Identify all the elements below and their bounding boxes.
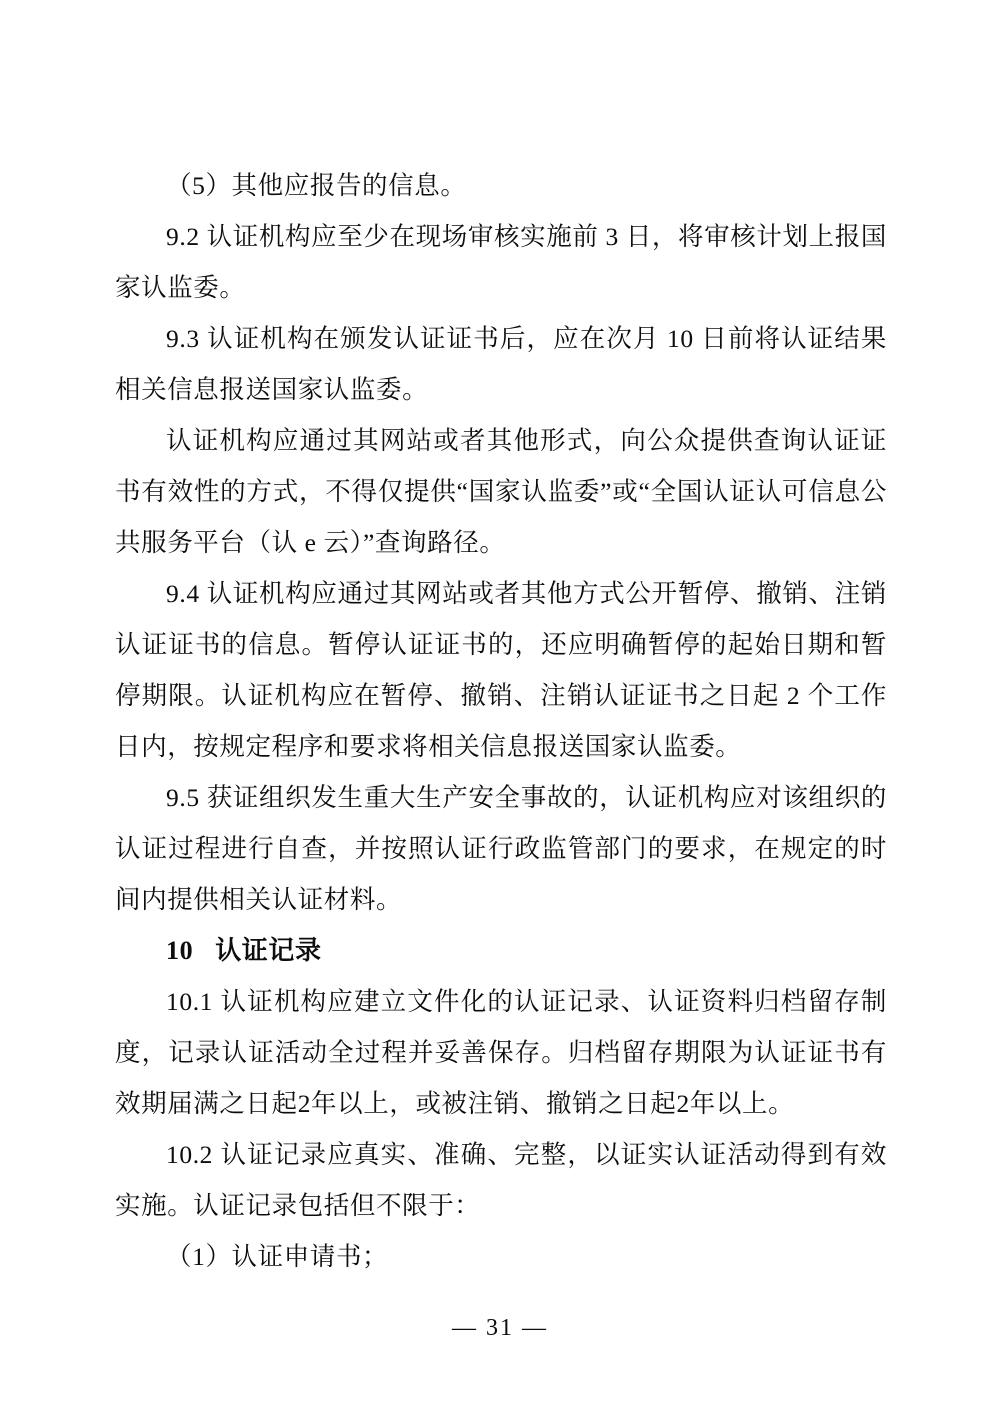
page-body [115, 160, 887, 1282]
paragraph-9-2: 9.2 认证机构应至少在现场审核实施前 3 日，将审核计划上报国家认监委。 [115, 222, 887, 302]
paragraph-10-2: 10.2 认证记录应真实、准确、完整，以证实认证活动得到有效实施。认证记录包括但不限于： [115, 1140, 887, 1220]
section-heading-10 [115, 925, 887, 976]
page-number: — 31 — [452, 1315, 548, 1341]
paragraph-9-3: 9.3 认证机构在颁发认证证书后，应在次月 10 日前将认证结果相关信息报送国家认监委。 [115, 324, 887, 404]
paragraph-9-3-continued: 认证机构应通过其网站或者其他形式，向公众提供查询认证证书有效性的方式，不得仅提供“国家认监委”或“全国认证认可信息公共服务平台（认 e 云）”查询路径。 [115, 426, 887, 557]
paragraph-item-5: （5）其他应报告的信息。 [166, 171, 467, 200]
paragraph-9-4: 9.4 认证机构应通过其网站或者其他方式公开暂停、撤销、注销认证证书的信息。暂停认证证书的，还应明确暂停的起始日期和暂停期限。认证机构应在暂停、撤销、注销认证证书之日起 2 个工作日内，按规定程序和要求将相关信息报送国家认监委。 [115, 579, 887, 761]
paragraph-10-1: 10.1 认证机构应建立文件化的认证记录、认证资料归档留存制度，记录认证活动全过程并妥善保存。归档留存期限为认证证书有效期届满之日起2年以上，或被注销、撤销之日起2年以上。 [115, 987, 887, 1118]
paragraph-9-5: 9.5 获证组织发生重大生产安全事故的，认证机构应对该组织的认证过程进行自查，并按照认证行政监管部门的要求，在规定的时间内提供相关认证材料。 [115, 783, 887, 914]
section-heading-title: 认证记录 [215, 936, 322, 965]
section-heading-number: 10 [166, 936, 194, 965]
paragraph-item-1: （1）认证申请书； [166, 1242, 389, 1271]
